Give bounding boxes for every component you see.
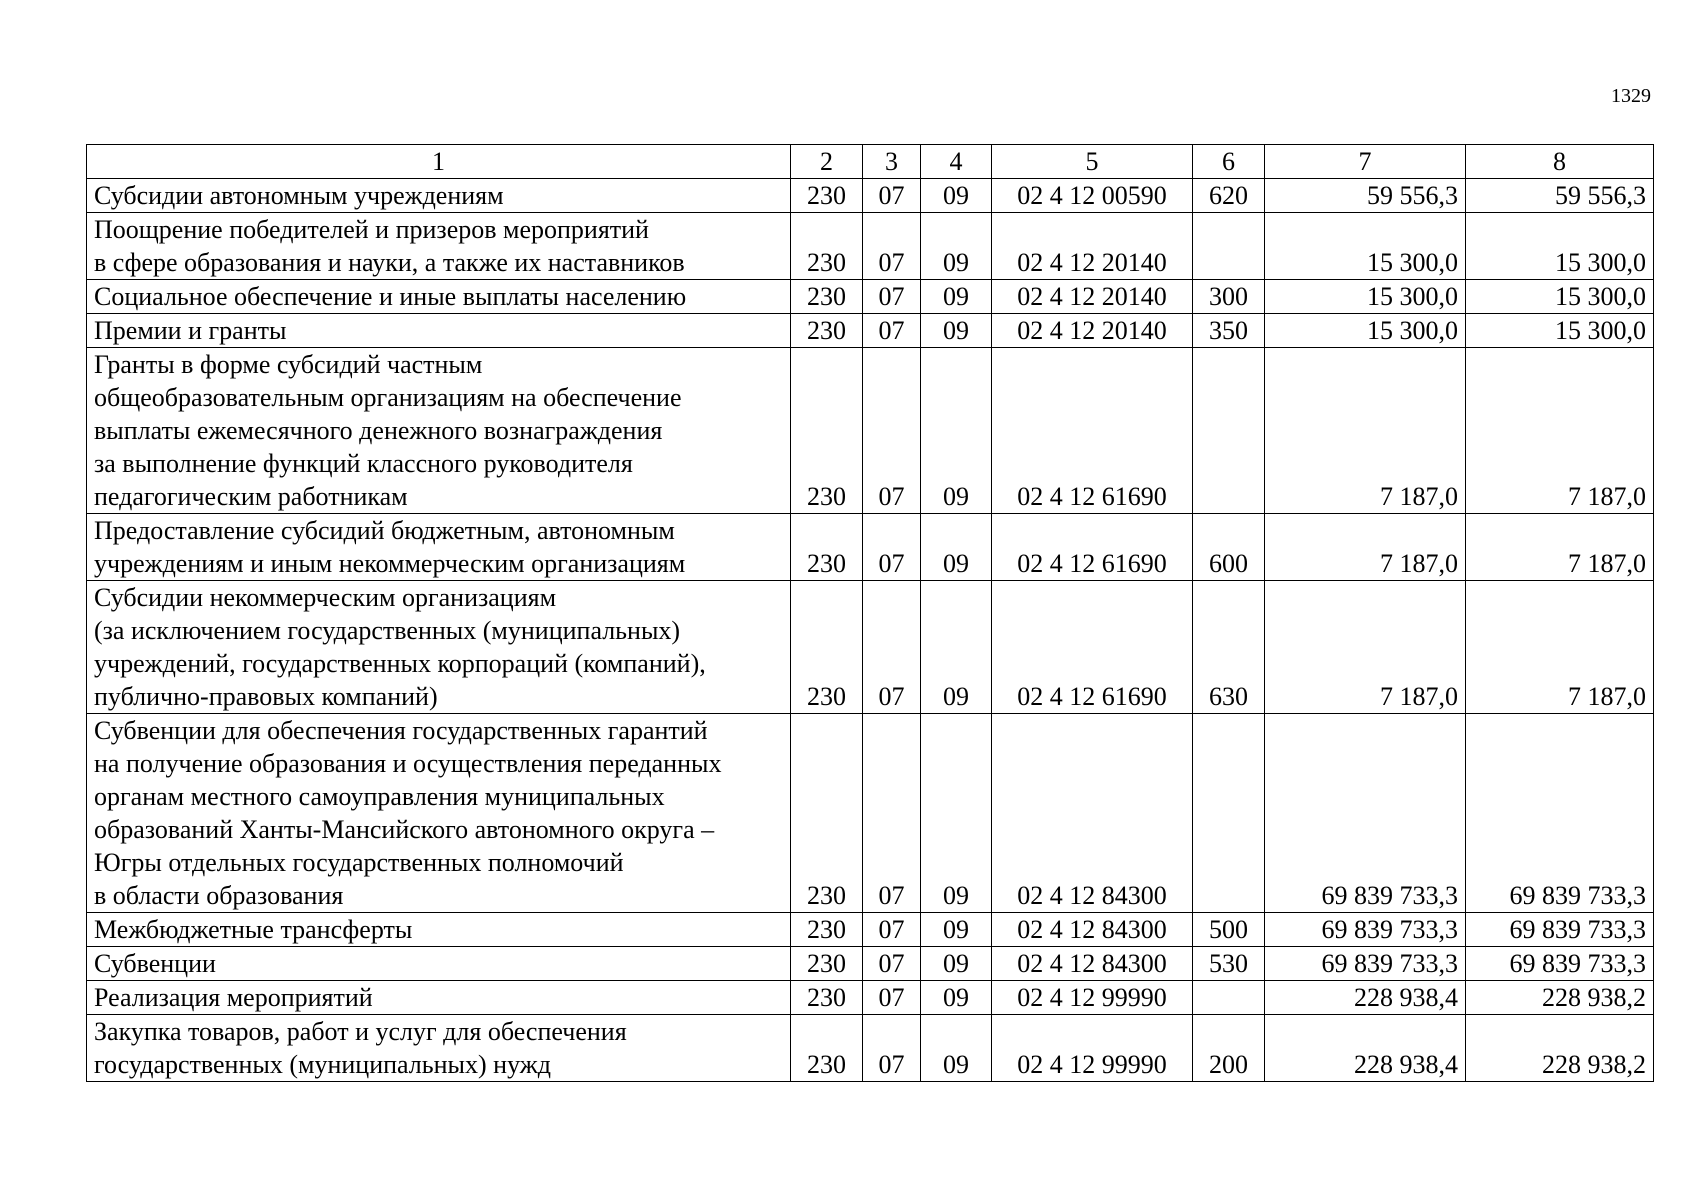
subsection-code-cell: 09 xyxy=(921,280,992,314)
section-code-cell: 07 xyxy=(863,348,921,514)
amount-col7-cell: 228 938,4 xyxy=(1265,1015,1466,1082)
ministry-code-cell: 230 xyxy=(791,913,863,947)
table-row xyxy=(87,348,1654,514)
ministry-code-cell: 230 xyxy=(791,280,863,314)
table-row xyxy=(87,981,1654,1015)
expense-type-cell: 530 xyxy=(1193,947,1265,981)
amount-col8-cell: 7 187,0 xyxy=(1466,581,1654,714)
amount-col7-cell: 69 839 733,3 xyxy=(1265,913,1466,947)
expense-type-cell: 620 xyxy=(1193,179,1265,213)
amount-col8-cell: 69 839 733,3 xyxy=(1466,913,1654,947)
amount-col7-cell: 7 187,0 xyxy=(1265,581,1466,714)
amount-col7-cell: 15 300,0 xyxy=(1265,280,1466,314)
amount-col8-cell: 228 938,2 xyxy=(1466,1015,1654,1082)
amount-col7-cell: 7 187,0 xyxy=(1265,348,1466,514)
table-row xyxy=(87,947,1654,981)
expense-name-cell: Субвенции для обеспечения государственных гарантий на получение образования и осуществления переданных органам местного самоуправления муниципальных образований Ханты-Мансийского автономного округа – Югры отдельных государственных полномочий в области образования xyxy=(87,714,791,913)
header-cell-8: 8 xyxy=(1466,145,1654,179)
subsection-code-cell: 09 xyxy=(921,947,992,981)
subsection-code-cell: 09 xyxy=(921,714,992,913)
target-article-cell: 02 4 12 20140 xyxy=(992,314,1193,348)
ministry-code-cell: 230 xyxy=(791,179,863,213)
section-code-cell: 07 xyxy=(863,913,921,947)
table-row xyxy=(87,179,1654,213)
amount-col8-cell: 59 556,3 xyxy=(1466,179,1654,213)
expense-type-cell xyxy=(1193,714,1265,913)
expense-type-cell: 300 xyxy=(1193,280,1265,314)
section-code-cell: 07 xyxy=(863,1015,921,1082)
expense-type-cell: 630 xyxy=(1193,581,1265,714)
ministry-code-cell: 230 xyxy=(791,1015,863,1082)
header-cell-6: 6 xyxy=(1193,145,1265,179)
table-body xyxy=(87,179,1654,1082)
ministry-code-cell: 230 xyxy=(791,348,863,514)
amount-col8-cell: 228 938,2 xyxy=(1466,981,1654,1015)
table-row xyxy=(87,913,1654,947)
amount-col7-cell: 69 839 733,3 xyxy=(1265,714,1466,913)
header-cell-2: 2 xyxy=(791,145,863,179)
amount-col7-cell: 228 938,4 xyxy=(1265,981,1466,1015)
subsection-code-cell: 09 xyxy=(921,913,992,947)
table-row xyxy=(87,1015,1654,1082)
ministry-code-cell: 230 xyxy=(791,514,863,581)
target-article-cell: 02 4 12 84300 xyxy=(992,714,1193,913)
table-row xyxy=(87,280,1654,314)
subsection-code-cell: 09 xyxy=(921,514,992,581)
expense-name-cell: Закупка товаров, работ и услуг для обеспечения государственных (муниципальных) нужд xyxy=(87,1015,791,1082)
amount-col7-cell: 15 300,0 xyxy=(1265,213,1466,280)
table-row xyxy=(87,314,1654,348)
expense-name-cell: Гранты в форме субсидий частным общеобразовательным организациям на обеспечение выплаты ежемесячного денежного вознаграждения за выполнение функций классного руководителя педагогическим работникам xyxy=(87,348,791,514)
ministry-code-cell: 230 xyxy=(791,314,863,348)
amount-col7-cell: 69 839 733,3 xyxy=(1265,947,1466,981)
subsection-code-cell: 09 xyxy=(921,348,992,514)
ministry-code-cell: 230 xyxy=(791,947,863,981)
target-article-cell: 02 4 12 00590 xyxy=(992,179,1193,213)
section-code-cell: 07 xyxy=(863,179,921,213)
expense-name-cell: Субсидии автономным учреждениям xyxy=(87,179,791,213)
section-code-cell: 07 xyxy=(863,947,921,981)
page-number: 1329 xyxy=(1611,85,1651,107)
expense-name-cell: Межбюджетные трансферты xyxy=(87,913,791,947)
table-header xyxy=(87,145,1654,179)
target-article-cell: 02 4 12 61690 xyxy=(992,514,1193,581)
subsection-code-cell: 09 xyxy=(921,314,992,348)
header-cell-5: 5 xyxy=(992,145,1193,179)
subsection-code-cell: 09 xyxy=(921,581,992,714)
amount-col8-cell: 15 300,0 xyxy=(1466,213,1654,280)
header-cell-7: 7 xyxy=(1265,145,1466,179)
ministry-code-cell: 230 xyxy=(791,213,863,280)
ministry-code-cell: 230 xyxy=(791,981,863,1015)
section-code-cell: 07 xyxy=(863,714,921,913)
target-article-cell: 02 4 12 84300 xyxy=(992,947,1193,981)
target-article-cell: 02 4 12 99990 xyxy=(992,981,1193,1015)
table-row xyxy=(87,581,1654,714)
header-row xyxy=(87,145,1654,179)
subsection-code-cell: 09 xyxy=(921,981,992,1015)
expense-name-cell: Субвенции xyxy=(87,947,791,981)
expense-type-cell: 350 xyxy=(1193,314,1265,348)
header-cell-1: 1 xyxy=(87,145,791,179)
ministry-code-cell: 230 xyxy=(791,581,863,714)
section-code-cell: 07 xyxy=(863,314,921,348)
table-row xyxy=(87,213,1654,280)
section-code-cell: 07 xyxy=(863,981,921,1015)
expense-type-cell xyxy=(1193,213,1265,280)
expense-name-cell: Социальное обеспечение и иные выплаты населению xyxy=(87,280,791,314)
expense-type-cell: 200 xyxy=(1193,1015,1265,1082)
subsection-code-cell: 09 xyxy=(921,213,992,280)
header-cell-4: 4 xyxy=(921,145,992,179)
amount-col7-cell: 59 556,3 xyxy=(1265,179,1466,213)
expense-name-cell: Премии и гранты xyxy=(87,314,791,348)
table-row xyxy=(87,514,1654,581)
amount-col8-cell: 15 300,0 xyxy=(1466,314,1654,348)
target-article-cell: 02 4 12 84300 xyxy=(992,913,1193,947)
ministry-code-cell: 230 xyxy=(791,714,863,913)
table-row xyxy=(87,714,1654,913)
target-article-cell: 02 4 12 61690 xyxy=(992,348,1193,514)
section-code-cell: 07 xyxy=(863,514,921,581)
target-article-cell: 02 4 12 99990 xyxy=(992,1015,1193,1082)
amount-col7-cell: 15 300,0 xyxy=(1265,314,1466,348)
expense-type-cell: 500 xyxy=(1193,913,1265,947)
subsection-code-cell: 09 xyxy=(921,179,992,213)
target-article-cell: 02 4 12 61690 xyxy=(992,581,1193,714)
section-code-cell: 07 xyxy=(863,280,921,314)
amount-col7-cell: 7 187,0 xyxy=(1265,514,1466,581)
section-code-cell: 07 xyxy=(863,213,921,280)
expense-type-cell xyxy=(1193,981,1265,1015)
header-cell-3: 3 xyxy=(863,145,921,179)
subsection-code-cell: 09 xyxy=(921,1015,992,1082)
amount-col8-cell: 69 839 733,3 xyxy=(1466,714,1654,913)
amount-col8-cell: 15 300,0 xyxy=(1466,280,1654,314)
section-code-cell: 07 xyxy=(863,581,921,714)
amount-col8-cell: 7 187,0 xyxy=(1466,514,1654,581)
expense-name-cell: Субсидии некоммерческим организациям (за исключением государственных (муниципальных) учреждений, государственных корпораций (компаний), публично-правовых компаний) xyxy=(87,581,791,714)
amount-col8-cell: 69 839 733,3 xyxy=(1466,947,1654,981)
budget-table xyxy=(86,144,1654,1082)
target-article-cell: 02 4 12 20140 xyxy=(992,213,1193,280)
amount-col8-cell: 7 187,0 xyxy=(1466,348,1654,514)
expense-name-cell: Реализация мероприятий xyxy=(87,981,791,1015)
expense-name-cell: Предоставление субсидий бюджетным, автономным учреждениям и иным некоммерческим организациям xyxy=(87,514,791,581)
target-article-cell: 02 4 12 20140 xyxy=(992,280,1193,314)
expense-type-cell xyxy=(1193,348,1265,514)
expense-type-cell: 600 xyxy=(1193,514,1265,581)
expense-name-cell: Поощрение победителей и призеров мероприятий в сфере образования и науки, а также их наставников xyxy=(87,213,791,280)
